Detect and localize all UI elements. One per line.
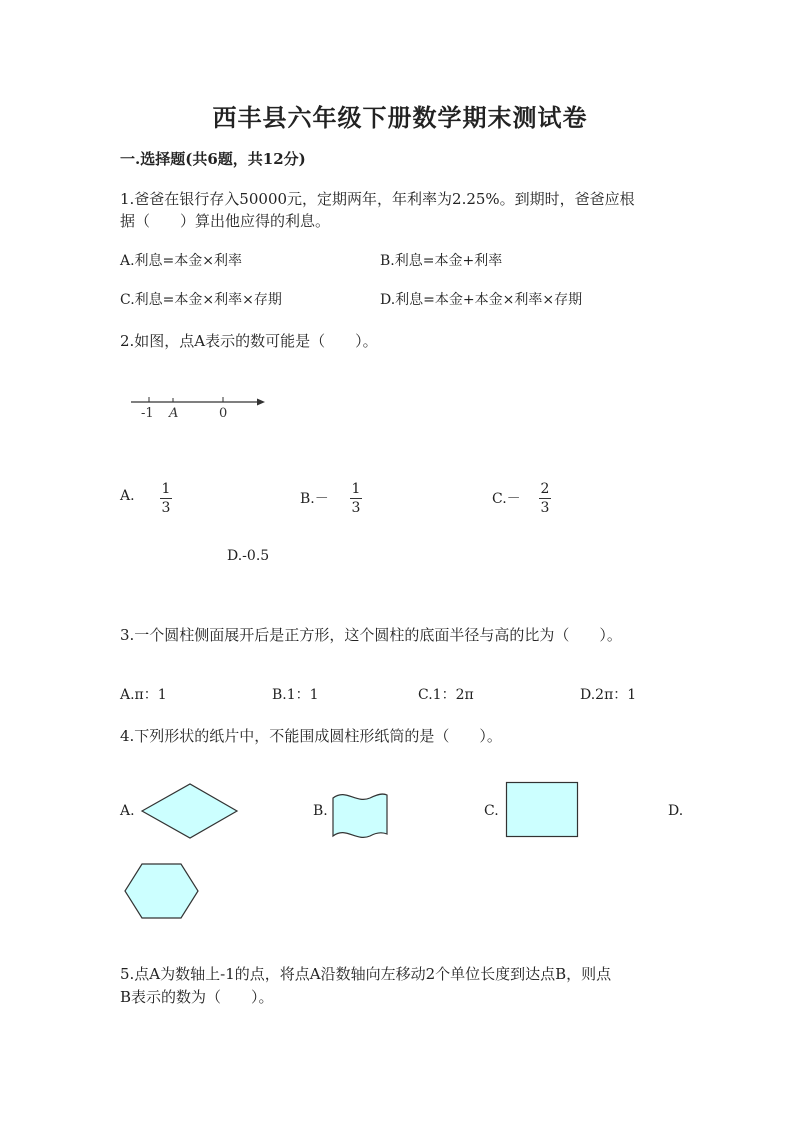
q2-option-a-prefix: A. bbox=[120, 488, 135, 504]
q3-option-c: C.1：2π bbox=[418, 687, 474, 703]
label-zero: 0 bbox=[219, 406, 228, 421]
fraction-numerator: 1 bbox=[161, 481, 171, 497]
q3-stem: 3.一个圆柱侧面展开后是正方形，这个圆柱的底面半径与高的比为（ ）。 bbox=[120, 626, 622, 644]
section-heading: 一.选择题(共6题，共12分) bbox=[120, 150, 306, 168]
fraction-bar bbox=[160, 498, 172, 499]
q4-option-b: B. bbox=[313, 803, 328, 819]
number-line-arrow-icon bbox=[257, 399, 265, 406]
q2-option-d: D.-0.5 bbox=[227, 548, 270, 564]
wavy-sheet-shape bbox=[330, 790, 390, 840]
q1-line2: 据（ ）算出他应得的利息。 bbox=[120, 212, 331, 230]
fraction-denominator: 3 bbox=[161, 500, 171, 516]
fraction-denominator: 3 bbox=[351, 500, 361, 516]
q2-stem: 2.如图，点A表示的数可能是（ ）。 bbox=[120, 332, 378, 350]
q3-option-d: D.2π：1 bbox=[580, 687, 637, 703]
q1-option-c: C.利息=本金×利率×存期 bbox=[120, 292, 282, 308]
q4-option-a: A. bbox=[120, 803, 135, 819]
rectangle-shape bbox=[505, 781, 580, 838]
q1-option-a: A.利息=本金×利率 bbox=[120, 253, 243, 269]
rhombus-shape bbox=[140, 782, 240, 840]
fraction-numerator: 1 bbox=[351, 481, 361, 497]
fraction-bar bbox=[539, 498, 551, 499]
q2-option-c-fraction bbox=[539, 481, 551, 516]
fraction-bar bbox=[350, 498, 362, 499]
number-line-figure bbox=[125, 390, 275, 425]
q1-option-d: D.利息=本金+本金×利率×存期 bbox=[380, 292, 583, 308]
q5-line2: B表示的数为（ ）。 bbox=[120, 988, 274, 1006]
q2-option-a-fraction bbox=[160, 481, 172, 516]
q4-option-c: C. bbox=[484, 803, 499, 819]
q4-stem: 4.下列形状的纸片中，不能围成圆柱形纸筒的是（ ）。 bbox=[120, 727, 502, 745]
q4-option-d: D. bbox=[668, 803, 684, 819]
q2-option-b-fraction bbox=[350, 481, 362, 516]
q2-option-b-prefix: B.－ bbox=[300, 491, 329, 507]
q3-option-b: B.1：1 bbox=[272, 687, 319, 703]
label-minus-one: -1 bbox=[141, 406, 154, 421]
page-title: 西丰县六年级下册数学期末测试卷 bbox=[212, 103, 588, 132]
fraction-denominator: 3 bbox=[540, 500, 550, 516]
q1-option-b: B.利息=本金+利率 bbox=[380, 253, 503, 269]
q5-line1: 5.点A为数轴上-1的点，将点A沿数轴向左移动2个单位长度到达点B，则点 bbox=[120, 965, 612, 983]
fraction-numerator: 2 bbox=[540, 481, 550, 497]
q3-option-a: A.π：1 bbox=[120, 687, 167, 703]
q2-option-c-prefix: C.－ bbox=[492, 491, 521, 507]
hexagon-shape bbox=[123, 862, 201, 920]
label-point-a: A bbox=[169, 406, 179, 421]
q1-line1: 1.爸爸在银行存入50000元，定期两年，年利率为2.25%。到期时，爸爸应根 bbox=[120, 190, 635, 208]
